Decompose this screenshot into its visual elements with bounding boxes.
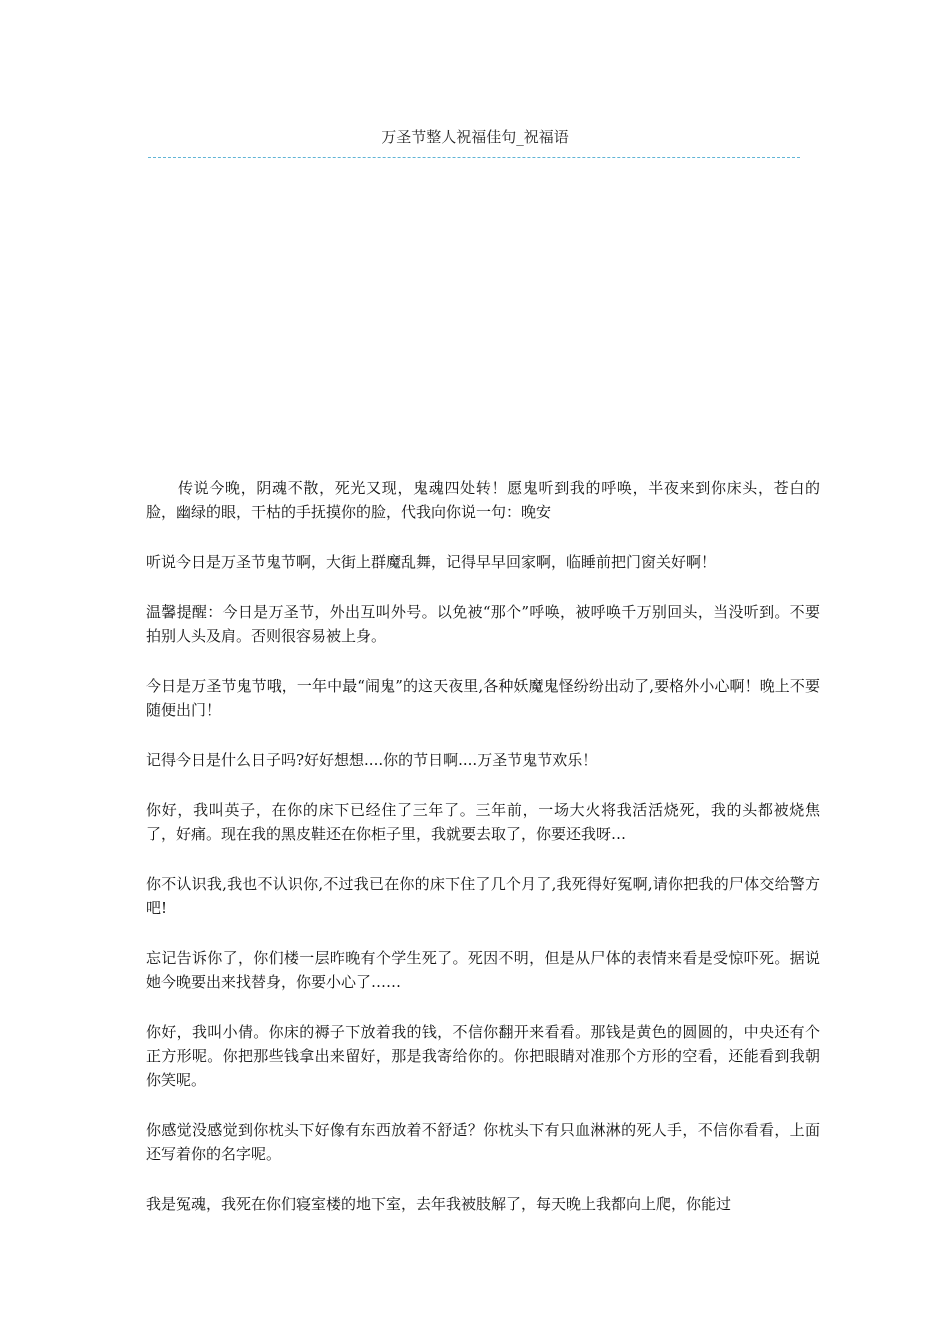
paragraph: 温馨提醒：今日是万圣节，外出互叫外号。以免被“那个”呼唤，被呼唤千万别回头，当没听到。不要拍别人头及肩。否则很容易被上身。 — [146, 603, 820, 645]
document-title: 万圣节整人祝福佳句_祝福语 — [381, 128, 569, 146]
paragraph: 传说今晚，阴魂不散，死光又现，鬼魂四处转！愿鬼听到我的呼唤，半夜来到你床头，苍白的脸，幽绿的眼，干枯的手抚摸你的脸，代我向你说一句：晚安 — [146, 479, 820, 521]
paragraph: 今日是万圣节鬼节哦，一年中最“闹鬼”的这天夜里,各种妖魔鬼怪纷纷出动了,要格外小心啊！晚上不要随便出门！ — [146, 677, 820, 719]
paragraph: 我是冤魂，我死在你们寝室楼的地下室，去年我被肢解了，每天晚上我都向上爬，你能过 — [146, 1195, 732, 1213]
paragraph: 你感觉没感觉到你枕头下好像有东西放着不舒适？你枕头下有只血淋淋的死人手，不信你看看，上面还写着你的名字呢。 — [146, 1121, 820, 1163]
paragraph: 你好，我叫小倩。你床的褥子下放着我的钱，不信你翻开来看看。那钱是黄色的圆圆的，中央还有个正方形呢。你把那些钱拿出来留好，那是我寄给你的。你把眼睛对准那个方形的空看，还能看到我朝你笑呢。 — [146, 1023, 820, 1089]
paragraph: 忘记告诉你了，你们楼一层昨晚有个学生死了。死因不明，但是从尸体的表情来看是受惊吓死。据说她今晚要出来找替身，你要小心了…… — [146, 949, 820, 991]
document-body — [146, 476, 820, 1216]
title-divider — [148, 157, 800, 158]
paragraph: 你好，我叫英子，在你的床下已经住了三年了。三年前，一场大火将我活活烧死，我的头都被烧焦了，好痛。现在我的黑皮鞋还在你柜子里，我就要去取了，你要还我呀… — [146, 801, 820, 843]
paragraph: 听说今日是万圣节鬼节啊，大街上群魔乱舞，记得早早回家啊，临睡前把门窗关好啊！ — [146, 553, 717, 571]
paragraph: 记得今日是什么日子吗?好好想想....你的节日啊....万圣节鬼节欢乐！ — [146, 751, 598, 769]
paragraph: 你不认识我,我也不认识你,不过我已在你的床下住了几个月了,我死得好冤啊,请你把我的尸体交给警方吧! — [146, 875, 820, 917]
